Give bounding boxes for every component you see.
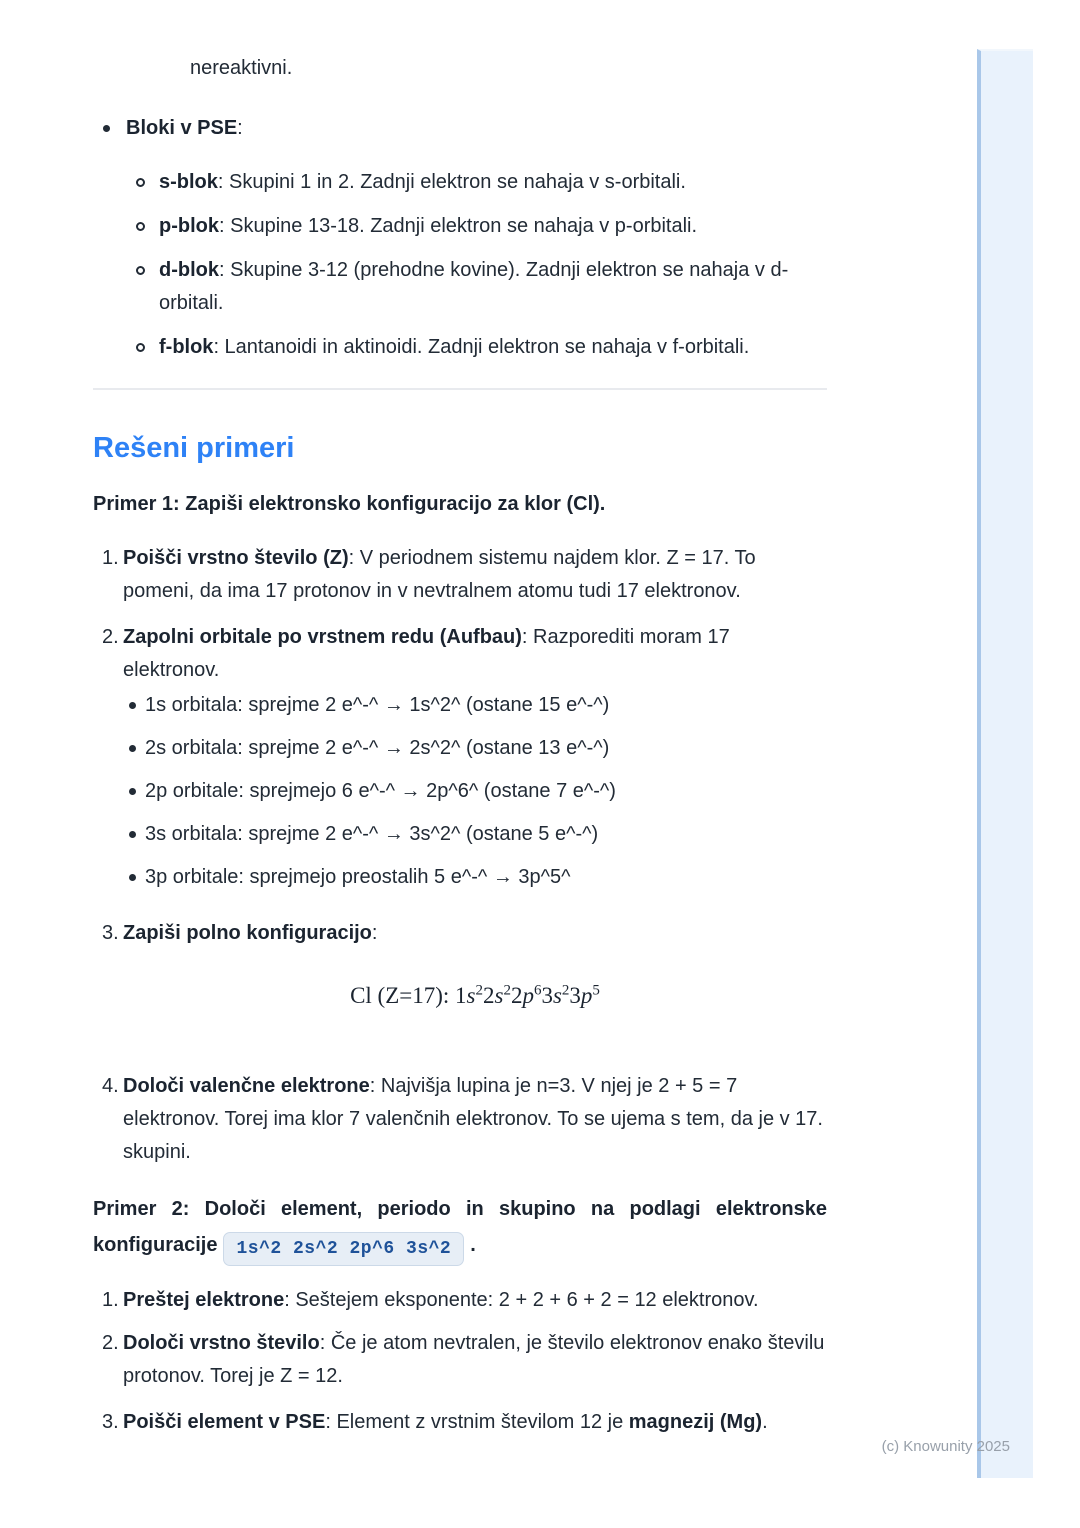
orbital-item-3s: [123, 818, 827, 851]
d-blok-desc: : Skupine 3-12 (prehodne kovine). Zadnji elektron se nahaja v d-orbitali.: [159, 259, 789, 314]
step-body: [123, 1284, 827, 1317]
primer2-heading: [93, 1191, 827, 1266]
step-bold: Preštej elektrone: [123, 1289, 285, 1311]
formula-term: [455, 983, 483, 1008]
p-blok-label: p-blok: [159, 215, 219, 237]
step-4: [93, 1070, 827, 1169]
f-blok-text: [159, 331, 749, 364]
blocks-title: [126, 112, 243, 145]
primer2-heading-period: .: [470, 1234, 476, 1256]
step-rest: : Element z vrstnim številom 12 je: [325, 1411, 629, 1433]
step-rest: : Seštejem eksponente: 2 + 2 + 6 + 2 = 12 elektronov.: [284, 1289, 759, 1311]
bullet-disc-icon: [129, 702, 136, 709]
term-coef: 1: [455, 983, 467, 1008]
formula-term: [569, 983, 600, 1008]
step-number: 2.: [102, 626, 119, 648]
primer2-heading-text: Primer 2: Določi element, periodo in skupino na podlagi elektronske konfiguracije: [93, 1198, 827, 1256]
orbital-item-2p: [123, 775, 827, 808]
formula-term: [483, 983, 511, 1008]
term-coef: 2: [510, 983, 523, 1008]
term-superscript: 5: [592, 982, 600, 999]
electron-config-code-chip: 1s^2 2s^2 2p^6 3s^2: [223, 1232, 464, 1266]
s-blok-text: [159, 166, 686, 199]
step-body: [123, 1406, 827, 1439]
term-orbital: s: [466, 983, 476, 1008]
step-rest: : Če je atom nevtralen, je število elektronov enako številu protonov. Torej je Z = 12.: [123, 1332, 825, 1387]
bullet-disc-icon: [129, 874, 136, 881]
bullet-disc-icon: [129, 831, 136, 838]
orbital-item-1s: [123, 689, 827, 722]
orbital-item-2s: [123, 732, 827, 765]
blocks-title-rest: :: [237, 117, 243, 139]
step-3: [93, 1406, 827, 1439]
term-coef: 3: [569, 983, 581, 1008]
orbital-text: 3p orbitale: sprejmejo preostalih 5 e^-^ → 3p^5^: [145, 866, 571, 888]
blocks-list: [93, 112, 827, 364]
orbital-text: 3s orbitala: sprejme 2 e^-^ → 3s^2^ (ostane 5 e^-^): [145, 823, 599, 845]
primer2-steps: [93, 1284, 827, 1439]
formula-prefix: Cl (Z=17):: [350, 983, 456, 1008]
term-coef: 3: [541, 983, 553, 1008]
orbital-list: [123, 689, 827, 894]
f-blok-label: f-blok: [159, 336, 214, 358]
d-blok-label: d-blok: [159, 259, 219, 281]
orbital-text: 2p orbitale: sprejmejo 6 e^-^ → 2p^6^ (ostane 7 e^-^): [145, 780, 616, 802]
p-blok-desc: : Skupine 13-18. Zadnji elektron se nahaja v p-orbitali.: [219, 215, 698, 237]
orbital-text: 1s orbitala: sprejme 2 e^-^ → 1s^2^ (ostane 15 e^-^): [145, 694, 610, 716]
step-bold: Poišči element v PSE: [123, 1411, 326, 1433]
step-1: [93, 1284, 827, 1317]
bullet-disc-icon: [103, 125, 110, 132]
list-item-blocks-title: [93, 112, 827, 145]
step-number: 1.: [102, 547, 119, 569]
term-orbital: s: [494, 983, 504, 1008]
list-item-p-blok: [93, 210, 827, 243]
primer1-steps: [93, 542, 827, 1169]
step-number: 4.: [102, 1075, 119, 1097]
bullet-circle-icon: [136, 266, 145, 275]
step-bold: Določi valenčne elektrone: [123, 1075, 370, 1097]
term-superscript: 2: [503, 982, 511, 999]
step-bold: Poišči vrstno število (Z): [123, 547, 349, 569]
step-body: [123, 542, 827, 608]
bullet-circle-icon: [136, 222, 145, 231]
d-blok-text: [159, 254, 827, 320]
step-bold-2: magnezij (Mg): [628, 1411, 763, 1433]
step-number: 2.: [102, 1332, 119, 1354]
electron-configuration-formula: [123, 976, 827, 1016]
orbital-text: 2s orbitala: sprejme 2 e^-^ → 2s^2^ (ostane 13 e^-^): [145, 737, 610, 759]
f-blok-desc: : Lantanoidi in aktinoidi. Zadnji elektron se nahaja v f-orbitali.: [213, 336, 750, 358]
step-bold: Zapolni orbitale po vrstnem redu (Aufbau): [123, 626, 522, 648]
term-superscript: 2: [475, 982, 483, 999]
list-item-s-blok: [93, 166, 827, 199]
paragraph-tail: nereaktivni.: [190, 57, 293, 79]
step-bold: Določi vrstno število: [123, 1332, 320, 1354]
page-title: Rešeni primeri: [93, 432, 295, 464]
primer1-heading: Primer 1: Zapiši elektronsko konfiguracijo za klor (Cl).: [93, 493, 606, 515]
term-orbital: p: [522, 983, 534, 1008]
bullet-disc-icon: [129, 745, 136, 752]
step-3: [93, 917, 827, 1057]
copyright-note: (c) Knowunity 2025: [881, 1438, 1010, 1455]
step-rest: : V periodnem sistemu najdem klor. Z = 17. To pomeni, da ima 17 protonov in v nevtralnem atomu tudi 17 elektronov.: [123, 547, 756, 602]
step-2: [93, 621, 827, 904]
step-number: 3.: [102, 1411, 119, 1433]
step-rest: :: [371, 922, 378, 944]
step-number: 3.: [102, 922, 119, 944]
term-orbital: p: [580, 983, 593, 1008]
step-body: [123, 917, 827, 1057]
sub-blocks-list: [93, 166, 827, 364]
step-body: [123, 1070, 827, 1169]
s-blok-desc: : Skupini 1 in 2. Zadnji elektron se nahaja v s-orbitali.: [217, 171, 686, 193]
section-divider: [93, 388, 827, 390]
term-superscript: 6: [533, 982, 542, 999]
term-coef: 2: [483, 983, 495, 1008]
step-rest: : Najvišja lupina je n=3. V njej je 2 + 5 = 7 elektronov. Torej ima klor 7 valenčnih elektronov. To se ujema s tem, da je v 17. skupini.: [123, 1075, 823, 1163]
term-orbital: s: [552, 983, 562, 1008]
document-content: [93, 0, 827, 1452]
bullet-circle-icon: [136, 343, 145, 352]
vertical-scrollbar[interactable]: [977, 49, 1033, 1478]
step-rest: : Razporediti moram 17 elektronov.: [123, 626, 730, 681]
step-body: [123, 1327, 827, 1393]
list-item-f-blok: [93, 331, 827, 364]
s-blok-label: s-blok: [159, 171, 218, 193]
orbital-item-3p: [123, 861, 827, 894]
formula-term: [511, 983, 542, 1008]
step-rest-2: .: [762, 1411, 768, 1433]
blocks-title-bold: Bloki v PSE: [126, 117, 238, 139]
bullet-disc-icon: [129, 788, 136, 795]
step-2: [93, 1327, 827, 1393]
formula-term: [541, 983, 569, 1008]
p-blok-text: [159, 210, 697, 243]
list-item-d-blok: [93, 254, 827, 320]
step-number: 1.: [102, 1289, 119, 1311]
sub-blocks-wrapper: [93, 166, 827, 364]
term-superscript: 2: [561, 982, 570, 999]
bullet-circle-icon: [136, 178, 145, 187]
step-bold: Zapiši polno konfiguracijo: [123, 922, 372, 944]
step-body: [123, 621, 827, 904]
step-1: [93, 542, 827, 608]
